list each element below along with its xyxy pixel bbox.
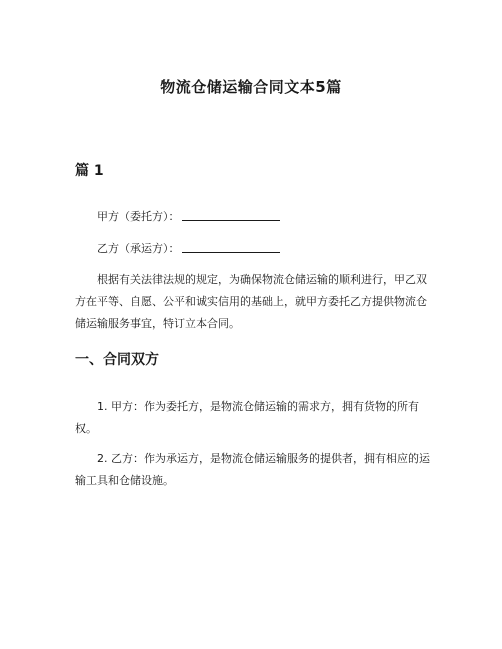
party-a-blank <box>182 208 280 221</box>
document-title: 物流仓储运输合同文本5篇 <box>160 78 342 96</box>
clause-item-2: 2. 乙方：作为承运方，是物流仓储运输服务的提供者，拥有相应的运输工具和仓储设施。 <box>75 452 430 487</box>
clause-item-1: 1. 甲方：作为委托方，是物流仓储运输的需求方，拥有货物的所有权。 <box>75 400 419 435</box>
party-a-label: 甲方（委托方）： <box>97 210 180 223</box>
intro-paragraph: 根据有关法律法规的规定，为确保物流仓储运输的顺利进行，甲乙双方在平等、自愿、公平和诚实信用的基础上，就甲方委托乙方提供物流仓储运输服务事宜，特订立本合同。 <box>75 273 427 330</box>
party-a-line <box>97 206 280 228</box>
party-b-blank <box>182 240 280 253</box>
party-b-label: 乙方（承运方）： <box>97 242 180 255</box>
section-heading-part1: 篇 1 <box>75 163 104 179</box>
party-b-line <box>97 238 280 260</box>
clause-heading-parties: 一、合同双方 <box>75 352 159 368</box>
